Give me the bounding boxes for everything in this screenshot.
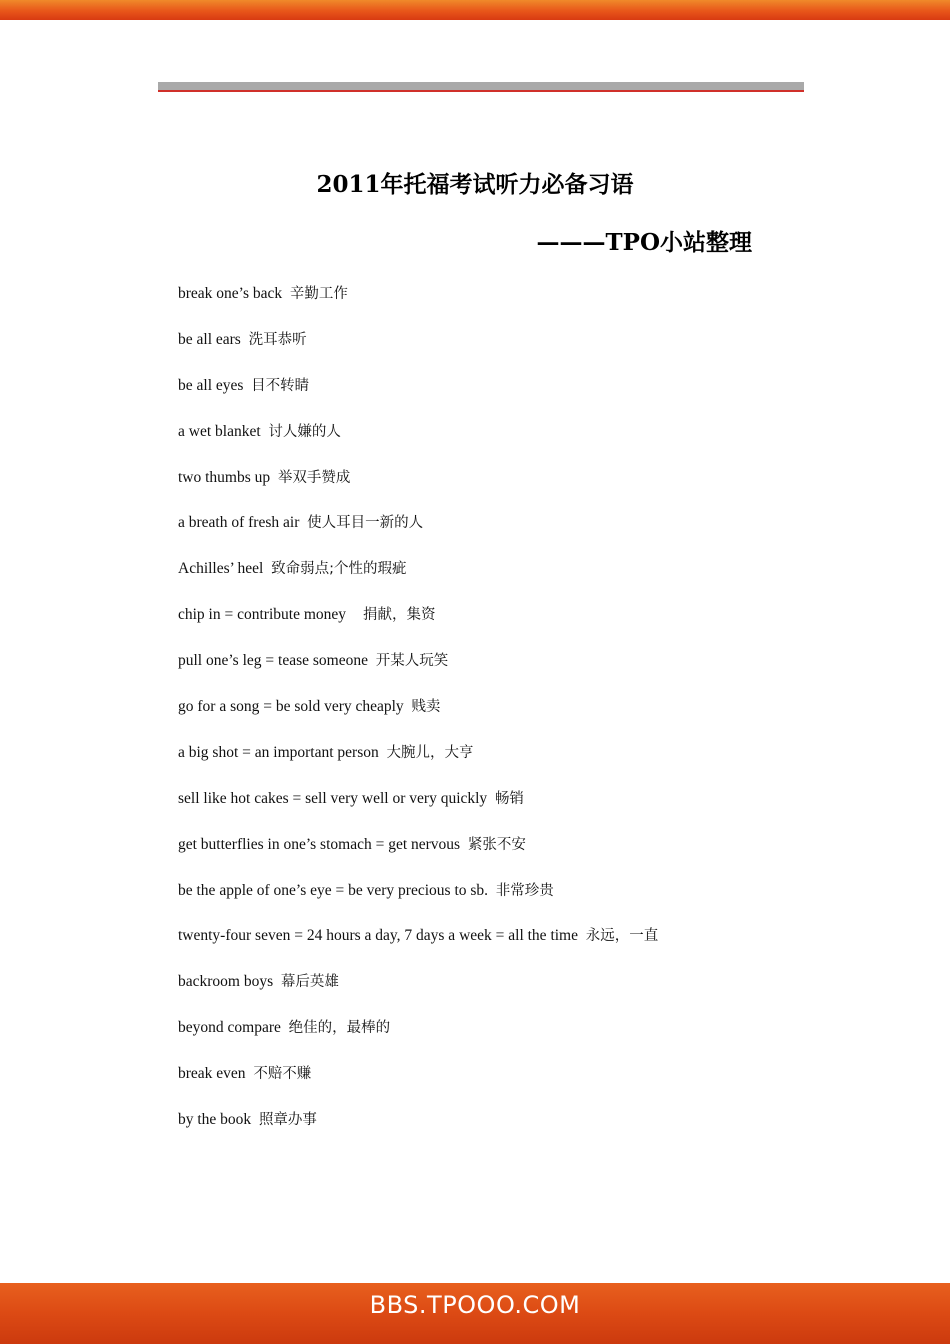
idiom-chinese: 幕后英雄 <box>280 974 339 991</box>
idiom-list <box>178 282 858 1154</box>
idiom-english: twenty-four seven = 24 hours a day, 7 days a week = all the time <box>178 927 578 945</box>
idiom-chinese: 绝佳的，最棒的 <box>288 1020 391 1037</box>
header-divider <box>158 82 804 90</box>
idiom-item <box>178 420 858 466</box>
idiom-item <box>178 1016 858 1062</box>
idiom-item <box>178 787 858 833</box>
idiom-english: chip in = contribute money <box>178 606 347 624</box>
idiom-item <box>178 511 858 557</box>
idiom-chinese: 举双手赞成 <box>277 469 351 486</box>
idiom-chinese: 目不转睛 <box>251 377 310 394</box>
idiom-english: by the book <box>178 1111 252 1129</box>
idiom-chinese: 讨人嫌的人 <box>268 423 341 440</box>
idiom-english: pull one’s leg = tease someone <box>178 652 368 670</box>
idiom-english: break one’s back <box>178 285 283 302</box>
idiom-item <box>178 970 858 1016</box>
idiom-item <box>178 328 858 374</box>
document-subtitle: ———TPO小站整理 <box>536 229 752 256</box>
idiom-item <box>178 282 858 328</box>
header-divider-accent <box>158 90 804 92</box>
idiom-chinese: 不赔不赚 <box>253 1066 312 1083</box>
idiom-chinese: 辛勤工作 <box>289 286 348 302</box>
idiom-chinese: 大腕儿，大亨 <box>386 744 474 761</box>
idiom-english: be all eyes <box>178 376 244 394</box>
idiom-item <box>178 1062 858 1108</box>
idiom-item <box>178 603 858 649</box>
idiom-chinese: 照章办事 <box>258 1112 317 1129</box>
idiom-chinese: 永远，一直 <box>585 928 659 945</box>
idiom-english: be all ears <box>178 330 241 348</box>
idiom-english: sell like hot cakes = sell very well or very quickly <box>178 789 488 807</box>
idiom-english: Achilles’ heel <box>178 560 264 578</box>
idiom-english: beyond compare <box>178 1019 281 1037</box>
idiom-item <box>178 833 858 879</box>
idiom-english: break even <box>178 1065 246 1083</box>
idiom-english: backroom boys <box>178 973 274 991</box>
idiom-english: get butterflies in one’s stomach = get nervous <box>178 835 461 853</box>
idiom-item <box>178 924 858 970</box>
idiom-chinese: 贱卖 <box>411 699 441 716</box>
idiom-chinese: 捐献，集资 <box>353 607 436 624</box>
idiom-english: a big shot = an important person <box>178 743 379 761</box>
idiom-item <box>178 741 858 787</box>
idiom-item <box>178 466 858 512</box>
idiom-chinese: 使人耳目一新的人 <box>307 515 424 532</box>
idiom-english: two thumbs up <box>178 468 271 486</box>
idiom-chinese: 开某人玩笑 <box>375 653 449 670</box>
idiom-item <box>178 649 858 695</box>
idiom-chinese: 洗耳恭听 <box>248 331 307 348</box>
idiom-item <box>178 1108 858 1154</box>
idiom-chinese: 致命弱点;个性的瑕疵 <box>271 561 407 578</box>
idiom-chinese: 紧张不安 <box>467 836 526 853</box>
idiom-english: be the apple of one’s eye = be very precious to sb. <box>178 881 489 899</box>
idiom-chinese: 畅销 <box>494 790 524 807</box>
idiom-item <box>178 374 858 420</box>
idiom-chinese: 非常珍贵 <box>495 882 554 899</box>
idiom-english: go for a song = be sold very cheaply <box>178 698 404 716</box>
idiom-item <box>178 557 858 603</box>
idiom-item <box>178 879 858 925</box>
idiom-english: a wet blanket <box>178 422 261 440</box>
top-banner <box>0 0 950 20</box>
footer-site-url[interactable]: BBS.TPOOO.COM <box>369 1291 581 1319</box>
idiom-item <box>178 695 858 741</box>
document-title: 2011年托福考试听力必备习语 <box>316 171 634 198</box>
idiom-english: a breath of fresh air <box>178 514 300 532</box>
